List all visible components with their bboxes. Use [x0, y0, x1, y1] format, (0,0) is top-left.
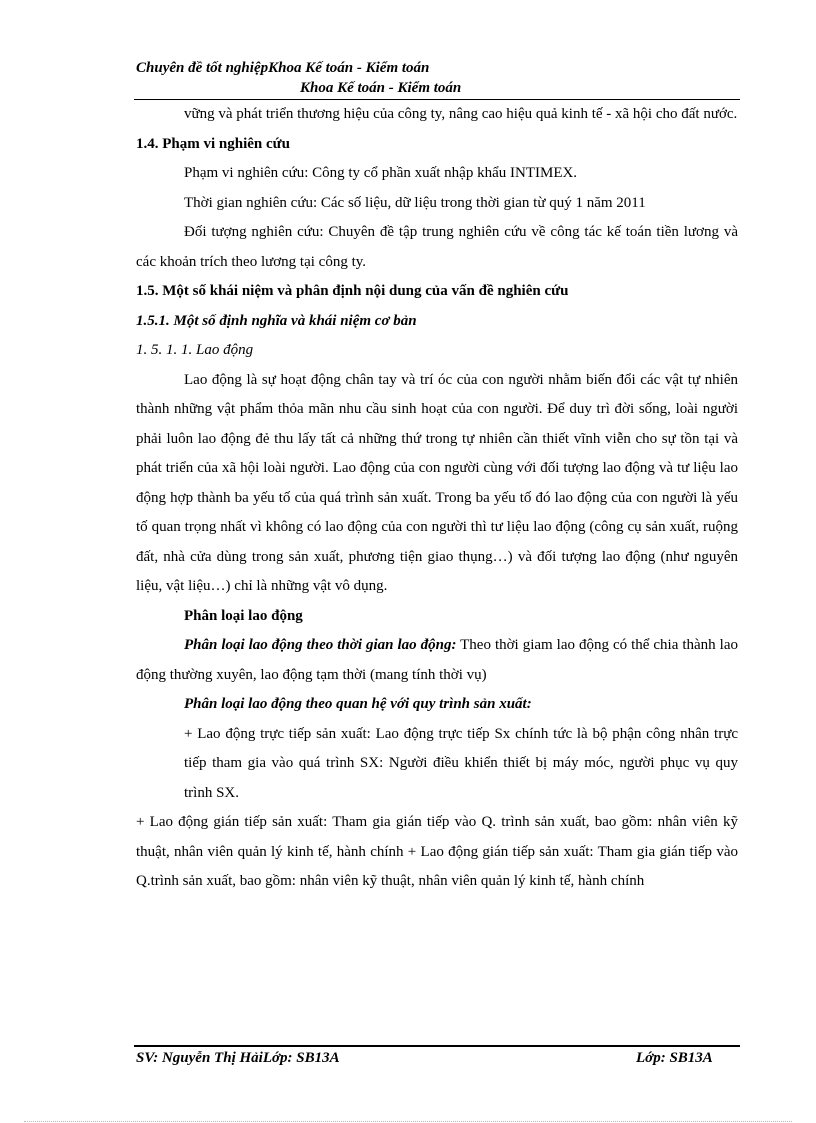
heading-1-5-1: 1.5.1. Một số định nghĩa và khái niệm cơ bản [136, 312, 417, 329]
classify-time-label: Phân loại lao động theo thời gian lao động: [184, 637, 457, 653]
header-line-1: Chuyên đề tốt nghiệpKhoa Kế toán - Kiểm toán [136, 60, 430, 76]
paragraph-classify-process [136, 690, 738, 720]
document-body [136, 100, 738, 897]
paragraph-classify-time [136, 631, 738, 690]
heading-classify: Phân loại lao động [184, 607, 303, 624]
footer-rule [134, 1045, 740, 1047]
paragraph-intro: vững và phát triển thương hiệu của công ty, nâng cao hiệu quả kinh tế - xã hội cho đất nước. [184, 106, 738, 122]
header-line-2: Khoa Kế toán - Kiểm toán [300, 80, 462, 96]
footer-left: SV: Nguyễn Thị HảiLớp: SB13A [136, 1050, 340, 1066]
paragraph-direct-labor: + Lao động trực tiếp sản xuất: Lao động trực tiếp Sx chính tức là bộ phận công nhân trực tiếp tham gia vào quá trình SX: Người điều khiển thiết bị máy móc, người phục vụ quy trình SX. [184, 725, 738, 801]
heading-1-4: 1.4. Phạm vi nghiên cứu [136, 135, 291, 152]
heading-1-5-1-1: 1. 5. 1. 1. Lao động [136, 342, 254, 358]
paragraph-time: Thời gian nghiên cứu: Các số liệu, dữ liệu trong thời gian từ quý 1 năm 2011 [184, 194, 646, 211]
footer-right: Lớp: SB13A [636, 1050, 713, 1066]
paragraph-object: Đối tượng nghiên cứu: Chuyên đề tập trung nghiên cứu về công tác kế toán tiền lương và các khoản trích theo lương tại công ty. [136, 224, 738, 270]
heading-1-5: 1.5. Một số khái niệm và phân định nội dung của vấn đề nghiên cứu [136, 283, 569, 299]
classify-time-text: Theo thời giam lao động có thể chia thành lao động thường xuyên, lao động tạm thời (mang tính thời vụ) [136, 637, 738, 683]
page-edge-dotted-line [24, 1121, 792, 1122]
paragraph-scope: Phạm vi nghiên cứu: Công ty cổ phần xuất nhập khẩu INTIMEX. [184, 165, 578, 181]
paragraph-labor: Lao động là sự hoạt động chân tay và trí óc của con người nhằm biến đổi các vật tự nhiên thành những vật phẩm thỏa mãn nhu cầu sinh hoạt của con người. Để duy trì đời sống, loài người phải luôn lao động đẻ thu lấy tất cả những thứ trong tự nhiên cần thiết vĩnh viễn cho sự tồn tại và phát triển của xã hội loài người. Lao động của con người cùng với đối tượng lao động và tư liệu lao động hợp thành ba yếu tố của quá trình sản xuất. Trong ba yếu tố đó lao động của con người là yếu tố quan trọng nhất vì không có lao động của con người thì tư liệu lao động (công cụ sản xuất, ruộng đất, nhà cửa dùng trong sản xuất, phương tiện giao thụng…) và đối tượng lao động (như nguyên liệu, vật liệu…) chỉ là những vật vô dụng. [136, 371, 738, 594]
paragraph-indirect-labor: + Lao động gián tiếp sản xuất: Tham gia gián tiếp vào Q. trình sản xuất, bao gồm: nhân viên kỹ thuật, nhân viên quản lý kinh tế, hành chính + Lao động gián tiếp sản xuất: Tham gia gián tiếp vào Q.trình sản xuất, bao gồm: nhân viên kỹ thuật, nhân viên quản lý kinh tế, hành chính [136, 814, 738, 889]
classify-process-label: Phân loại lao động theo quan hệ với quy trình sản xuất: [184, 696, 532, 712]
